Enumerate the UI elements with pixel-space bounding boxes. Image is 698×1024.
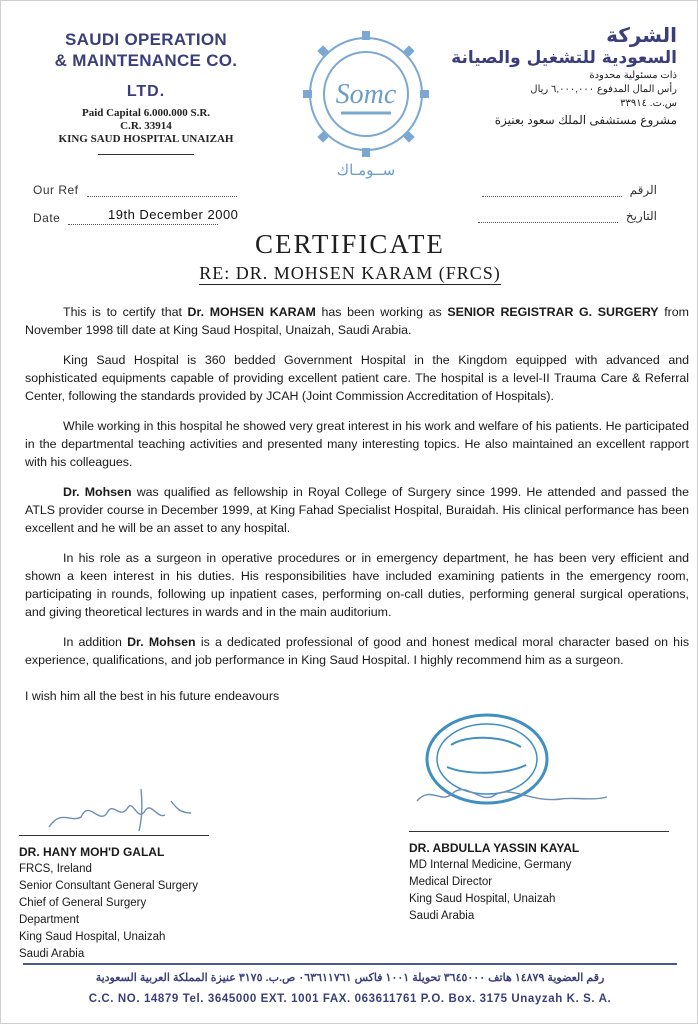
signatory-right-l3: King Saud Hospital, Unaizah xyxy=(409,893,556,905)
company-name-ar-2: السعودية للتشغيل والصيانة xyxy=(451,48,677,68)
p6-text-c: is a dedicated professional of good and honest medical moral character based on his experience, qualifications, and job performance in King Saud Hospital. I highly recommend him as a surgeon. xyxy=(25,635,690,667)
paragraph-3: While working in this hospital he showed very great interest in his work and welfare of his patients. He participated in the departmental teaching activities and presented many interesting topics. He also maintained an excellent rapport with his colleagues. xyxy=(25,419,689,469)
certificate-subject xyxy=(1,263,698,284)
letterhead-english xyxy=(31,29,261,155)
p1-text-c: has been working as xyxy=(315,305,448,319)
official-stamp xyxy=(411,705,611,815)
paragraph-4 xyxy=(25,483,689,537)
p4-text: was qualified as fellowship in Royal College of Surgery since 1999. He attended and passed the ATLS provider course in December 1999, at King Fahad Specialist Hospital, Buraidah. His clinical performance has been excellent and he will be an asset to any hospital. xyxy=(25,485,690,535)
signatory-right-l1: MD Internal Medicine, Germany xyxy=(409,859,572,871)
date-ar-field xyxy=(478,209,657,223)
project-en: KING SAUD HOSPITAL UNAIZAH xyxy=(58,133,234,145)
p1-text-a: This is to certify that xyxy=(63,305,188,319)
signature-line-left xyxy=(19,835,209,836)
footer-arabic: رقم العضوية ١٤٨٧٩ هاتف ٣٦٤٥٠٠٠ تحويلة ١٠٠١ فاكس ٠٦٣٦١١٧٦١ ص.ب. ٣١٧٥ عنيزة المملكة العربية السعودية xyxy=(95,972,605,984)
date-value: 19th December 2000 xyxy=(108,207,239,222)
company-name-en-1: SAUDI OPERATION xyxy=(65,30,227,49)
capital-en: Paid Capital 6.000.000 S.R. xyxy=(81,107,211,119)
our-ref-label: Our Ref xyxy=(33,183,79,197)
date-ar-dots xyxy=(478,210,618,223)
p1-position: SENIOR REGISTRAR G. SURGERY xyxy=(447,305,659,319)
p6-text-a: In addition xyxy=(63,635,128,649)
closing-line: I wish him all the best in his future endeavours xyxy=(25,689,280,703)
paragraph-2: King Saud Hospital is 360 bedded Government Hospital in the Kingdom equipped with advanced and sophisticated equipments capable of providing excellent patient care. The hospital is a level-II Trauma Care & Referral Center, following the standards provided by JCAH (Joint Commission Accreditation of Hospitals). xyxy=(25,353,689,403)
our-ref-field xyxy=(33,183,237,197)
signature-line-right xyxy=(409,831,669,832)
ref-ar-label: الرقم xyxy=(629,183,657,197)
ref-ar-dots xyxy=(482,184,622,197)
ref-ar-field xyxy=(482,183,657,197)
signatory-left-l1: FRCS, Ireland xyxy=(19,863,92,875)
signatory-left-l2: Senior Consultant General Surgery xyxy=(19,880,198,892)
p1-text-e: from November 1998 till date at King Saud Hospital, Unaizah, Saudi Arabia. xyxy=(25,305,689,337)
p1-doctor-name: Dr. MOHSEN KARAM xyxy=(187,305,316,319)
company-name-en-2: & MAINTENANCE CO. xyxy=(54,51,238,70)
signatory-right-l2: Medical Director xyxy=(409,876,493,888)
signature-left xyxy=(41,779,201,839)
paragraph-6 xyxy=(25,633,689,669)
p4-doctor-name: Dr. Mohsen xyxy=(63,485,132,499)
signatory-left-l5: Saudi Arabia xyxy=(19,948,85,960)
cr-ar: س.ت. ٣٣٩١٤ xyxy=(620,98,677,109)
our-ref-dots xyxy=(87,184,237,197)
paragraph-5: In his role as a surgeon in operative procedures or in emergency department, he has been very efficient and shown a keen interest in his duties. His responsibilities have included examining patients in the emergency room, participating in rounds, following up inpatient cases, performing on-call duties, performing general surgical operations, and giving theoretical lectures in wards and in the main auditorium. xyxy=(25,551,689,619)
logo-text: Somc xyxy=(335,79,397,110)
company-name-ar-1: الشركة xyxy=(606,23,677,47)
logo-arabic: ســومـاك xyxy=(336,162,396,179)
certificate-re: RE: DR. MOHSEN KARAM (FRCS) xyxy=(199,263,501,283)
signatory-left xyxy=(19,835,209,963)
signatory-left-l3: Chief of General Surgery Department xyxy=(19,897,147,926)
date-field xyxy=(33,207,239,225)
certificate-title: CERTIFICATE xyxy=(255,229,445,259)
cr-en: C.R. 33914 xyxy=(120,120,172,132)
footer-english: C.C. NO. 14879 Tel. 3645000 EXT. 1001 FAX. 063611761 P.O. Box. 3175 Unayzah K. S. A. xyxy=(88,993,612,1005)
date-label: Date xyxy=(33,211,61,225)
p6-doctor-name: Dr. Mohsen xyxy=(127,635,196,649)
date-ar-label: التاريخ xyxy=(625,209,657,223)
certificate-body xyxy=(25,303,689,717)
signatory-right-name: DR. ABDULLA YASSIN KAYAL xyxy=(409,841,580,855)
company-ltd-en: LTD. xyxy=(126,83,166,100)
signatory-right xyxy=(409,831,669,925)
letterhead-rule xyxy=(98,154,194,155)
ltd-ar: ذات مسئولية محدودة xyxy=(589,70,677,81)
footer-rule xyxy=(23,963,677,965)
project-ar: مشروع مستشفى الملك سعود بعنيزة xyxy=(494,113,677,127)
signatory-left-l4: King Saud Hospital, Unaizah xyxy=(19,931,166,943)
signatory-right-l4: Saudi Arabia xyxy=(409,910,475,922)
paragraph-1 xyxy=(25,303,689,339)
capital-ar: رأس المال المدفوع ٦,٠٠٠,٠٠٠ ريال xyxy=(530,84,677,95)
company-logo-seal xyxy=(301,29,431,159)
signatory-left-name: DR. HANY MOH'D GALAL xyxy=(19,845,165,859)
letterhead-arabic xyxy=(447,23,677,127)
